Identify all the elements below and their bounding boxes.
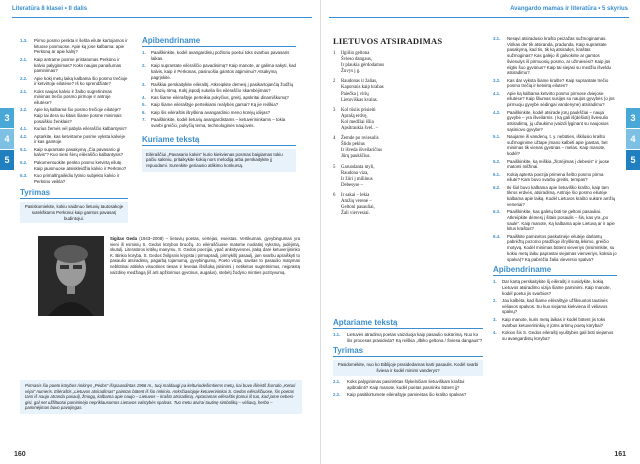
item-text: Dar kartą perskaitykite šį eilėraštį ir susidykite, kokią Lietuvos atsiradimo vizija šiame paminimi. Kaip manote, kodėl poetui jis svarbios? (502, 279, 611, 296)
question-text: Koks naujas kalvio ir žaibo sugretinimas minimas trečio posmo pirmoje ir antroje eilutėse? (34, 88, 112, 106)
right-apibendriname-title: Apibendriname (493, 265, 617, 276)
question-text: Naujame iš vandenų, t. y. nebūties, iškilusio krašto sužmoginime užtape įmano kalbėti apie įpastas, bet minimas tik vienas gyvūnas – melas. Kaip manote, kodėl? (507, 134, 608, 157)
question-number: 6.4. (493, 233, 501, 239)
question-text: Paaiškite paminėtos paskutinėje eilutėje darlantų pabrėžtų pozomo pradžioje išryškintą lėkimo, greičio motyvą. Kodėl minimas būtent vieveriys (nisiminkite, su kokiu metų laiku paprastai siejamas vienveriys, koksia jo spalva)? Ką pabrėžia žalia vieversio spalva? (507, 233, 617, 262)
question-text: Kaip pasitikirtumete eilėraštyje paminėtas šio krašto spalvas? (347, 391, 467, 397)
question-number: 4.1. (493, 90, 501, 96)
poem-line: Švieso dangaus, (341, 57, 372, 63)
question-text: Koks palyginimas pasirinktas šlykelnčiam lietuviškam kraštui apibūdinti? Kaip manote, kodėl poetas pasirinko būtent jį? (347, 378, 465, 390)
aptariame-list (333, 332, 483, 343)
bio-years: (1943–2008) (139, 236, 164, 241)
stanza-lines (341, 193, 375, 217)
question-number: 3.2. (493, 77, 501, 83)
poem-line: Šlido peklus (341, 142, 365, 148)
question-number: 2.1. (333, 378, 341, 384)
stanza-number: 4 (333, 136, 336, 142)
question-number: 1.3. (20, 38, 28, 43)
chapter-tab-4[interactable]: 4 (0, 129, 14, 149)
poem-line: Paiečka į virių (341, 91, 369, 97)
question-text: Paaiškinkite, kodėl atsirade jūrų paukščiai – nauja gyvybė – yra išveilarnis. Į ką gali iš(dėšioti) šviesulio atsiradimą, jų užaukimo įvaizdi lyginant su naujosios sąsiniovo gyvybe? (507, 109, 609, 132)
question-text: Apie kokį metų laiką kalbama šio posmo trečioje ir ketvirtoje eilutėse? Iš ko sprendžiate? (34, 75, 128, 87)
right-apibendriname-list (493, 279, 617, 341)
left-side-tabs (0, 108, 14, 171)
question-text: Pakomentuokite penkto posmo ketvirtą eilutę. Kaip jausmuose atsiskleidžia kalvio ir Perkūno? (34, 159, 127, 171)
poem-line: Jūrų paukščius. (341, 154, 371, 160)
question-item (493, 185, 617, 208)
poem-line: Kol rūsiis prisieiti (341, 107, 376, 113)
item-text: Kaip šis eilėraštis išryškina avangardinio meno kūrėjų idėjas? (151, 109, 271, 115)
question-number: 6.2. (493, 184, 501, 190)
apibendriname-title-text: Apibendriname (142, 36, 201, 45)
question-number: 5.2. (493, 158, 501, 164)
question-item (20, 134, 128, 145)
stanza-lines (341, 51, 384, 75)
question-item (493, 110, 617, 133)
poem-stanza (333, 165, 483, 189)
item-text: Jau kalbėta, kad šiame eilėraštyje užfiksuotos tautinės vėliavos spalvos. Su kuo siejama kiekviena iš vėliavos spalvų? (502, 298, 608, 315)
item-number: 3. (493, 316, 497, 322)
chapter-tab-5[interactable]: 5 (0, 150, 14, 170)
question-text: Apie ką kalbama šio posmo trečioje eilutėje? Kaip tai dera su kitais šiame posme minimais posaiškio ženklais? (34, 107, 122, 124)
right-page (320, 0, 640, 464)
chapter-tab-3[interactable]: 3 (0, 108, 14, 128)
item-text: Kas šiame eilėraštyje perteikia pokyčius, greitį, apskritai dinamiškumą? (151, 94, 289, 100)
question-text: Kaip antrame posme pristatomas Perkūno ir kalvio palyginimas? Koks naujas panašumas paminimas? (34, 56, 122, 74)
item-number: 2. (142, 63, 146, 69)
question-item (20, 107, 128, 124)
context-text: Pirmasis šio poeto kūrybos rinkinys „Pėdos“ išspausdintas 1966 m., tuoj maldaugi pa kelturiodešimtiems metų, kai buvo išleistš žurnalo „Keturi vėjai“ numeris. Eilėraštis „Lietuvos atsiradimas“ paimtas būtent iš šio rinkinio. Anksčiasiojoje ketuverininkai S. Gedos eilėraščiuose, šis poetas tarsi iš naujo atranda pasaulį, žmogų, kalbama apie naujo – Lietuvos – krašto atsiradimą. Aptariamas eilėraštis jtomui iš tuo, kad jame nebesi-gisi, gal net užfiltuotai pamininėjo nepriklausomos Lietuvos valstybės spalvas. Tuo metu atvirai tautinę simboliką – vėliavą, herbo – paminėjimas buvo pavojingas. (20, 380, 302, 414)
kuriame-title: Kuriame tekstą (142, 135, 296, 146)
aptariame-section (333, 318, 483, 399)
question-number: 4.2. (493, 109, 501, 115)
author-bio (110, 236, 300, 275)
stanza-lines (341, 136, 382, 160)
tyrimas-section (20, 188, 128, 223)
question-item (20, 173, 128, 184)
question-item (333, 392, 483, 398)
question-number: 2.2. (20, 75, 28, 81)
poem-line: Žali viervesiai. (341, 211, 370, 217)
item-number: 2. (493, 298, 497, 303)
question-text: Apie ką kalbama ketvirto posmo pirmose dviejose eilutėse? Kaip šliumas susijęs su naujos gyvybės (o jūs pirmuoju gyvybė sėdingai vandenyne) atsiradimu? (507, 90, 615, 108)
item-number: 4. (493, 329, 497, 335)
poem-line: Amžių verenė – (341, 198, 372, 204)
question-number: 3.2. (20, 107, 28, 113)
poem-line: Kaporsnis kaip krabas (341, 85, 384, 91)
poem-line: Aprašą erdvę, (341, 113, 368, 119)
bio-text: – lietuvių poetas, vertėjas, eseistas. Vertikumas, gyvybingumas yra vieni iš esminių S. Gedos kūrybos bruožų. Jo eilėraščiuose matome nuolatinį vyksmą, judėjimą, skutulį. Literatūros kritikų manymu, S. Gedos poezijai, ypač ankstyvesnei, įtaką darė ketuverijininko K. Binkio kūryba. S. Gedos žvilgsnis krypsta į pirmapradį, pirmykštį pasaulį, jam svarbu apraiškyti to pasaulio atsiradimą, pagarbą tojamumą, gyvybingumą. Poeto vizija, savitas to pasaulio matymas neblūtinai atitinka visuotines tiesas ir leveiaa išsišoką įsitiinimi į netikėtus sugretinimus, neįprastą vaizdinę medžiagą (iš arti apžiūrimus gyvūnus, augalus), stebėtį žodyno minties pozityvumą. (110, 236, 300, 275)
right-question-list (493, 36, 617, 262)
question-item (493, 91, 617, 108)
question-number: 4.2. (20, 133, 28, 139)
apibendriname-item (493, 317, 617, 328)
bio-name: Sigitas Geda (110, 236, 138, 241)
question-text: Kas dar vyksta šiame krašte? Kaip suprantate trečio posmo trečią ir ketvirtą eilutes? (507, 77, 609, 89)
stanza-number: 1 (333, 51, 336, 56)
poem-line: Ir žiiri į miliinus (341, 176, 373, 182)
poem-line: Ilgiilio geltona (341, 51, 370, 56)
item-number: 1. (142, 50, 146, 55)
poem-line: Debesyse – (341, 182, 363, 188)
stanza-number: 5 (333, 164, 336, 170)
question-item (20, 160, 128, 171)
apibendriname-item (493, 298, 617, 315)
question-item (493, 134, 617, 157)
apibendriname-item (142, 117, 296, 128)
poem-line: Raudonas ir žalias, (341, 79, 378, 85)
left-questions-column (20, 38, 128, 223)
item-number: 7. (142, 117, 146, 123)
poem-stanza (333, 136, 483, 160)
apibendriname-item (142, 95, 296, 101)
apibendriname-title (142, 36, 296, 47)
question-number: 5.2. (20, 159, 28, 165)
question-item (493, 172, 617, 183)
question-text: Pirmo posmo penkta ir šešta eilute kartojamos ir kituose posmuose. Apie ką jose kalbama: apie Perkūną ar apie kalnį? (34, 38, 128, 55)
question-item (20, 89, 128, 106)
poem-column (333, 36, 483, 221)
context-box (20, 380, 302, 414)
question-number: 3.1. (20, 88, 28, 94)
question-number: 5.1. (20, 146, 28, 152)
poem-stanza (333, 108, 483, 132)
question-text: Paaiškinkite, kas galėtų būti tie geltoni pasauliai. Atkreipkite dėmesį į šitais posaulis – šis, kas yra „po saule“. Kaip manote, Ką kalbama apie Lietuvą ar ir apie kitus kraštus? (507, 209, 615, 232)
stanza-lines (341, 108, 378, 132)
stanza-number: 2 (333, 79, 336, 85)
stanza-lines (341, 165, 375, 189)
poem-line: Apsitraukia švel.. – (341, 126, 379, 132)
author-portrait-photo (38, 236, 104, 316)
poem-line: Ir sakai – lekia (341, 192, 370, 198)
item-number: 5. (142, 102, 146, 108)
kuriame-section (142, 135, 296, 172)
chapter-tab-4[interactable]: 4 (626, 129, 640, 149)
item-number: 6. (142, 109, 146, 115)
poem-line: Geltoni pasauliai, (341, 205, 375, 211)
poem-stanza (333, 51, 483, 75)
chapter-tab-3[interactable]: 3 (626, 108, 640, 128)
question-item (20, 57, 128, 74)
question-text: Kokią apterta poezija primena šešto posmo pirma eilutė? Kam buvo svarbu greitis, tempas? (507, 171, 604, 183)
item-text: Kaip manote, kuris metų laikas ir kodėl būtent jis toks svarbus ketuverininkių ir jūms artimų poetų kūrybai? (502, 316, 606, 328)
question-item (333, 379, 483, 390)
item-text: Kaip šiame eilėraštyje perteikiami realybės garsai? Ką jie reiškia? (151, 102, 279, 108)
right-questions-column (493, 36, 617, 343)
kuriame-text: Eilėraščiui „Pavasario kalvis“ kurio kiekvienas posmas baigiamas tokiu pačiu sakiniu, pritaikykite kokią nors melodiją arba perskaitykite jį repuodami. Surenkite geriausio atlikimo konkursą. (142, 149, 296, 172)
question-item (493, 234, 617, 263)
poem-line: Žemde po nviesulis (341, 136, 379, 142)
poem-line: Lietuviškas kvalas. (341, 97, 378, 103)
question-number: 2.2. (333, 391, 341, 397)
question-list (20, 38, 128, 184)
question-text: Iki šiol buvo kalbama apie lietuviško krašto, kaip tam tikros erdvės, atsiradimą. Antroje šio posmo eilutėje kalbama apie laiką. Kodėl Lietuvos krašto sukūrė amžių veneriai? (507, 184, 616, 207)
item-text: Paaiškinkite, kodėl avangardinių požiūriu poetui toks svarbus pavasaris laikas. (151, 50, 290, 61)
question-item (20, 126, 128, 132)
question-number: 4.1. (20, 126, 28, 132)
right-tyrimas-text: Pasidomėkite, nuo ko Biblijoje prasidedamas karti pasaulis. Kodėl svarbi šviesa ir kodėl minimi vanderys? (333, 360, 483, 375)
question-text: Kurius žemės vėl pabyla eilėraščio kalbantysis? (34, 126, 127, 132)
apibendriname-item (142, 50, 296, 61)
question-text: Aptarkite, kas ketvirtame posme vyksta kalvėje ir kas gamtoje. (34, 133, 126, 145)
right-page-number: 161 (614, 451, 626, 458)
question-item (20, 147, 128, 158)
poem-line: Raudona viza, (341, 170, 369, 176)
item-text: Paaiškinkite, kodėl lietuvių avangardistams – ketuverininkams – tokia svarbi greičio, pokyčių tema, technologinės naujovės. (151, 117, 286, 128)
right-tyrimas-section (333, 346, 483, 375)
question-item (493, 159, 617, 170)
question-number: 6.3. (493, 209, 501, 215)
question-text: Kuo primalti'gailėdiu lytinio subjekto kalvio ir Perkūno veikla? (34, 172, 120, 184)
stanza-lines (341, 79, 384, 103)
chapter-tab-5[interactable]: 5 (626, 150, 640, 170)
left-header-rule (12, 17, 312, 18)
poem-title: LIETUVOS ATSIRADIMAS (333, 36, 443, 46)
item-text: Kokios šis S. Gedos eilėraštį vyuštybės gali būti siejamos su avangardistų kūryba? (502, 329, 614, 341)
stanza-number: 3 (333, 107, 336, 113)
apibendriname-column (142, 36, 296, 172)
poem-stanza (333, 79, 483, 103)
apibendriname-item (142, 82, 296, 93)
question-item (493, 78, 617, 89)
left-running-header: Literatūra 8 klasei • II dalis (12, 6, 88, 12)
question-text: Lietuvės atradimą poetas vaizduoja kaip pasaulio sukūrimą. Nuo ko šis procesas prasideda? Ką reiškia „Ilbiko geltona / Šviesa dangaus“? (347, 332, 483, 343)
apibendriname-item (142, 63, 296, 80)
bio-paragraph (110, 236, 300, 275)
question-number: 5.1. (493, 134, 501, 139)
item-number: 3. (142, 81, 146, 87)
tyrimas-title: Tyrimas (20, 188, 128, 199)
question-number: 3.1. (493, 36, 501, 41)
question-item (493, 36, 617, 76)
apibendriname-item (142, 110, 296, 116)
left-page-number: 160 (14, 451, 26, 458)
apibendriname-item (493, 279, 617, 296)
item-number: 4. (142, 94, 146, 100)
right-tyrimas-title: Tyrimas (333, 346, 483, 357)
apibendriname-item (493, 330, 617, 341)
question-text: Nesąvi atsiradusio krašto peizažas sužmoginamas. Virikas der tik atsiranda, pradunda. Kaip suprantate pasakymą, kad tis, tik ką atsiradęs, kraštas sužmoginas? Kas galėjo iš galvokrite ar gamtos šviesulys iš pirmuosių posmo, ar užmiesėsi? Kaip jūs elgtis šuo gyvūnus? Kaip tai siejasi su medžiu išveldu atsiradimu? (507, 36, 611, 76)
poem-line: Garuodanta myli, (341, 164, 375, 170)
poem-stanza (333, 193, 483, 217)
poem-line: Žuvys į g. (341, 69, 361, 75)
stanza-number: 6 (333, 192, 336, 198)
right-header-rule (329, 17, 629, 18)
question-text: Paaiškinkite, ką reiškia „žiūrėjimas į debesis“ ir juose matomi milžinai. (507, 158, 610, 170)
apibendriname-item (142, 102, 296, 108)
mid-question-list (333, 379, 483, 398)
portrait-image (38, 236, 104, 316)
poem-line: Kol medžiai išlia (341, 119, 374, 125)
right-running-header: Avangardo mamas ir literatūra • 5 skyrius (510, 6, 628, 12)
aptariame-title: Aptariame tekstą (333, 318, 483, 329)
question-number: 5.3. (20, 172, 28, 178)
tyrimas-text: Pasiskomiekite, kokiu vaidmuo lietuvių tautosakoje sutekškams Perkūnui kaip gamtos pavasarį budintojui. (20, 202, 128, 223)
question-number: 6.1. (493, 171, 501, 177)
item-text: Raiškiai perskaitykite eilėraštį. Atkreipkite dėmesį į pasikartojančią žodžių ir frazių ritmą. Kokį įspūdį sukelia šis eilėraščio skambėjimas? (151, 81, 294, 93)
question-item (20, 76, 128, 87)
item-text: Kaip suprantate eilėraščio pavadinimą? Kaip manote, ar galima sakyti, kad kalvis, kaip ir Perkūnas, pasiruošia gamtos atgimimui? Atsakymą pagrįskite. (151, 63, 296, 80)
question-text: Kaip suprantate pasakymą „Čia pavasario gi kalvis“? Kuo sieni šėrų eilėraščio kalbantysis? (34, 146, 124, 158)
apibendriname-list (142, 50, 296, 129)
right-side-tabs (626, 108, 640, 171)
aptariame-item (333, 332, 483, 343)
question-item (493, 209, 617, 232)
poem-line: Ir išveda išveilaričius (341, 148, 383, 154)
item-number: 1. (493, 279, 497, 285)
question-item (20, 38, 128, 55)
poem-line: Ir plaukia gėrdodamos (341, 63, 385, 69)
right-apibendriname-section (493, 265, 617, 341)
question-number: 2.1. (20, 56, 28, 62)
question-number: 1.1. (333, 332, 341, 337)
